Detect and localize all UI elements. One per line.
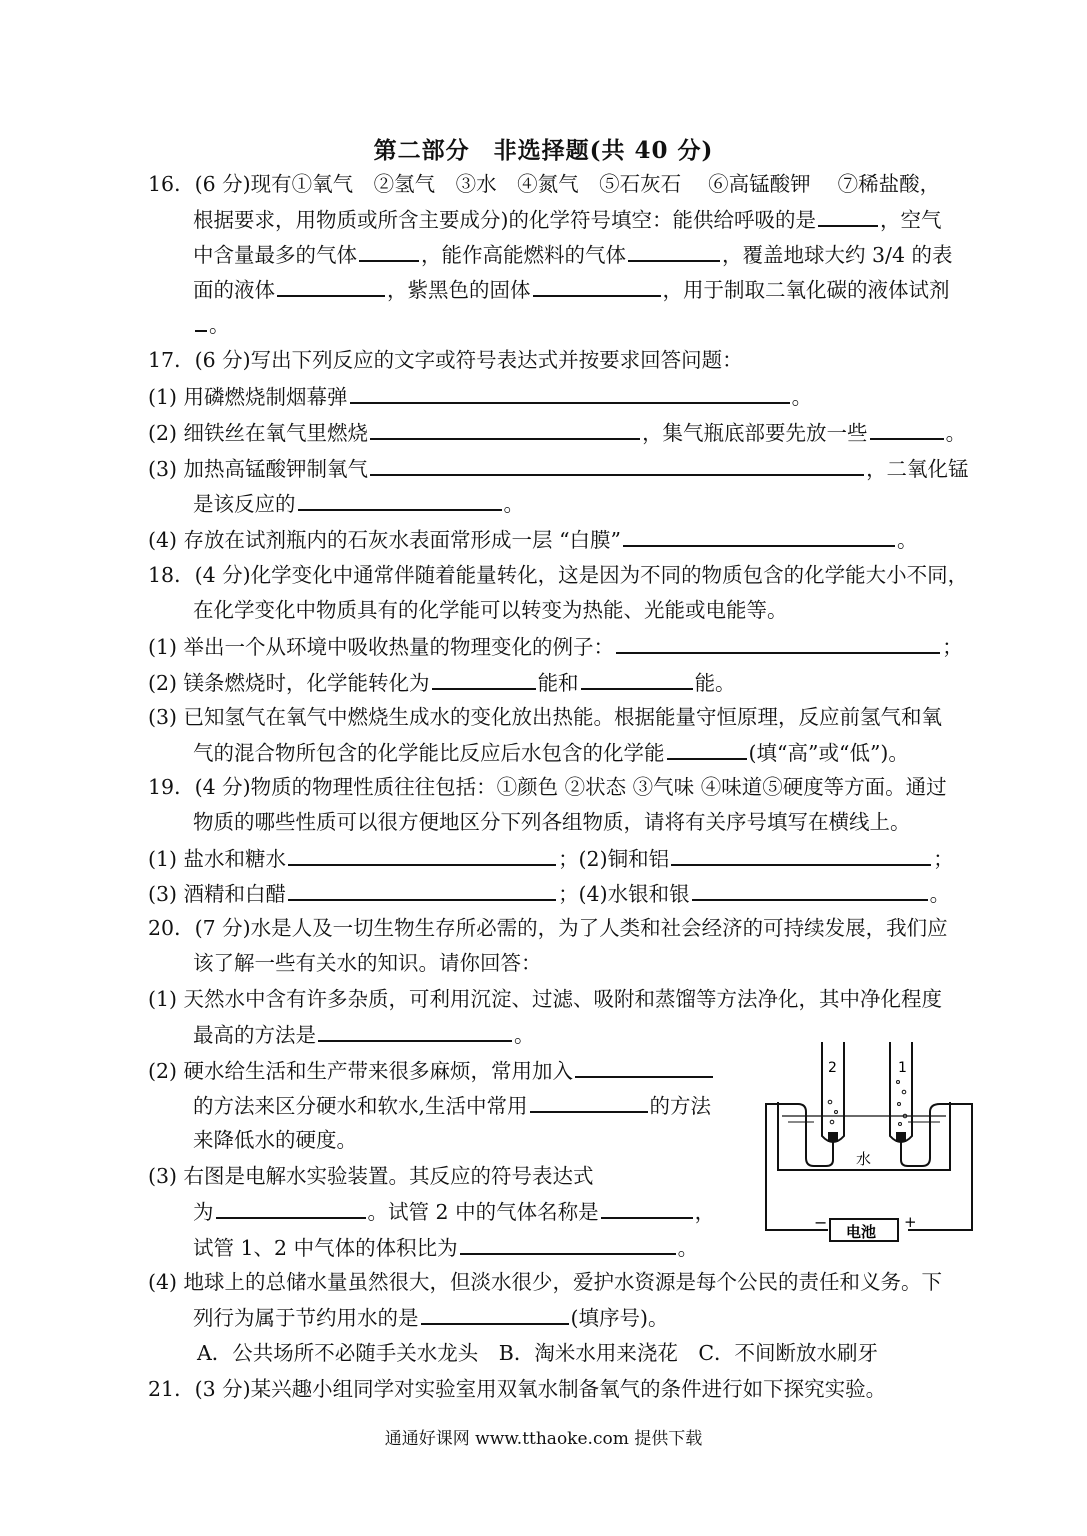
q18-part1 <box>148 634 963 659</box>
q17-part3-cont <box>193 491 524 516</box>
q16-blank-liquid[interactable] <box>277 277 385 297</box>
tube-2-label: 2 <box>828 1060 837 1076</box>
q18-text: 气的混合物所包含的化学能比反应后水包含的化学能 <box>193 741 665 765</box>
q20-part4: (4) 地球上的总储水量虽然很大，但淡水很少，爱护水资源是每个公民的责任和义务。下 <box>148 1270 943 1294</box>
q20-text: 。 <box>514 1023 535 1047</box>
q20-blank-2a[interactable] <box>575 1058 713 1078</box>
q19-line2: 物质的哪些性质可以很方便地区分下列各组物质，请将有关序号填写在横线上。 <box>193 810 911 834</box>
q19-parts-3-4 <box>148 881 950 906</box>
q17-text: (3) 加热高锰酸钾制氧气 <box>148 457 369 481</box>
q20-text: 试管 1、2 中气体的体积比为 <box>193 1236 458 1260</box>
q20-blank-1[interactable] <box>318 1022 512 1042</box>
q18-blank-2a[interactable] <box>432 670 536 690</box>
q17-text: 。 <box>897 528 918 552</box>
q17-blank-2[interactable] <box>370 420 640 440</box>
positive-terminal-label: + <box>904 1213 917 1231</box>
q17-text: 是该反应的 <box>193 492 296 516</box>
q20-part3: (3) 右图是电解水实验装置。其反应的符号表达式 <box>148 1164 594 1188</box>
q18-text: (2) 镁条燃烧时，化学能转化为 <box>148 671 430 695</box>
q20-line2: 该了解一些有关水的知识。请你回答： <box>193 951 542 975</box>
negative-terminal-label: − <box>814 1213 828 1232</box>
q17-text: 。 <box>791 385 813 409</box>
q20-text: 。试管 2 中的气体名称是 <box>367 1200 599 1224</box>
electrolysis-diagram <box>758 1032 980 1244</box>
q16-text: 中含量最多的气体 <box>193 243 357 267</box>
q18-text: (1) 举出一个从环境中吸收热量的物理变化的例子： <box>148 635 615 659</box>
q19-text: (3) 酒精和白醋 <box>148 882 287 906</box>
q17-text: ，二氧化锰 <box>866 457 969 481</box>
q19-parts-1-2 <box>148 846 954 871</box>
q20-text: 。 <box>677 1236 699 1260</box>
q19-line1: 19．(4 分)物质的物理性质往往包括：①颜色 ②状态 ③气味 ④味道⑤硬度等方面。通过 <box>148 775 947 799</box>
q17-part3 <box>148 456 969 481</box>
q20-part3-end <box>193 1235 698 1260</box>
q20-text: (填序号)。 <box>570 1306 669 1330</box>
q20-text: 的方法 <box>649 1094 712 1118</box>
q19-text: (1) 盐水和糖水 <box>148 847 287 871</box>
q17-text: ，集气瓶底部要先放一些 <box>642 421 868 445</box>
q18-text: 能和 <box>537 671 579 695</box>
q17-blank-4[interactable] <box>623 527 895 547</box>
q20-text: 为 <box>193 1200 214 1224</box>
q16-blank-air-gas[interactable] <box>359 242 419 262</box>
battery-label: 电池 <box>846 1223 877 1241</box>
q18-blank-3[interactable] <box>667 740 747 760</box>
q17-blank-2b[interactable] <box>870 420 944 440</box>
tube-1-label: 1 <box>898 1060 907 1076</box>
water-label: 水 <box>856 1150 872 1168</box>
q19-text: 。 <box>929 882 951 906</box>
q17-part1 <box>148 384 812 409</box>
q16-line4 <box>193 277 950 302</box>
q20-text: 列行为属于节约用水的是 <box>193 1306 419 1330</box>
q18-line1: 18．(4 分)化学变化中通常伴随着能量转化，这是因为不同的物质包含的化学能大小不同， <box>148 563 969 587</box>
q17-text: 。 <box>503 492 524 516</box>
q17-text: (1) 用磷燃烧制烟幕弹 <box>148 385 348 409</box>
q19-blank-3[interactable] <box>288 881 556 901</box>
q19-text: ； <box>933 847 954 871</box>
q20-blank-3b[interactable] <box>601 1199 693 1219</box>
q17-text: (4) 存放在试剂瓶内的石灰水表面常形成一层 “白膜” <box>148 528 622 552</box>
q20-part2 <box>148 1058 715 1083</box>
q20-line1: 20．(7 分)水是人及一切生物生存所必需的，为了人类和社会经济的可持续发展，我们应 <box>148 916 948 940</box>
q16-text: 根据要求，用物质或所含主要成分)的化学符号填空：能供给呼吸的是 <box>193 208 816 232</box>
q17-text: (2) 细铁丝在氧气里燃烧 <box>148 421 369 445</box>
q16-text: ，覆盖地球大约 3/4 的表 <box>722 243 953 267</box>
q20-part2-cont <box>193 1093 711 1118</box>
q20-part4-cont <box>193 1305 669 1330</box>
q18-part3: (3) 已知氢气在氧气中燃烧生成水的变化放出热能。根据能量守恒原理，反应前氢气和氧 <box>148 705 943 729</box>
q17-text: 。 <box>945 421 967 445</box>
q20-part1: (1) 天然水中含有许多杂质，可利用沉淀、过滤、吸附和蒸馏等方法净化，其中净化程度 <box>148 987 943 1011</box>
q20-blank-4[interactable] <box>421 1305 569 1325</box>
q17-blank-3b[interactable] <box>298 491 502 511</box>
q17-blank-3[interactable] <box>370 456 864 476</box>
q16-text: ，用于制取二氧化碳的液体试剂 <box>662 278 950 302</box>
q20-blank-2b[interactable] <box>530 1093 648 1113</box>
q16-blank-fuel[interactable] <box>628 242 720 262</box>
q16-blank-reagent[interactable] <box>195 312 207 332</box>
q17-head: 17．(6 分)写出下列反应的文字或符号表达式并按要求回答问题： <box>148 348 743 372</box>
q16-line5 <box>193 312 230 337</box>
q18-text: ； <box>942 635 963 659</box>
q20-text: 的方法来区分硬水和软水,生活中常用 <box>193 1094 528 1118</box>
q18-blank-2b[interactable] <box>581 670 693 690</box>
q16-line2 <box>193 207 942 232</box>
q16-line1: 16．(6 分)现有①氧气 ②氢气 ③水 ④氮气 ⑤石灰石 ⑥高锰酸钾 ⑦稀盐酸， <box>148 172 941 196</box>
q16-blank-breath[interactable] <box>818 207 878 227</box>
q16-blank-solid[interactable] <box>533 277 661 297</box>
q16-text: ，空气 <box>880 208 942 232</box>
page-footer: 通通好课网 www.tthaoke.com 提供下载 <box>384 1429 703 1449</box>
q20-text: (2) 硬水给生活和生产带来很多麻烦，常用加入 <box>148 1059 574 1083</box>
q20-blank-3c[interactable] <box>460 1235 676 1255</box>
q17-part4 <box>148 527 918 552</box>
q18-part2 <box>148 670 736 695</box>
q18-text: (填“高”或“低”)。 <box>748 741 909 765</box>
q16-line3 <box>193 242 953 267</box>
gas-bubbles <box>828 1081 907 1126</box>
q18-part3-cont <box>193 740 909 765</box>
q20-part3-cont <box>193 1199 715 1224</box>
q19-text: ；(4)水银和银 <box>558 882 690 906</box>
q18-line2: 在化学变化中物质具有的化学能可以转变为热能、光能或电能等。 <box>193 598 788 622</box>
q20-text: ， <box>694 1200 716 1224</box>
section-title: 第二部分 非选择题(共 40 分) <box>373 137 714 164</box>
q20-part1-cont <box>193 1022 535 1047</box>
electrode-2 <box>828 1132 838 1142</box>
q18-text: 能。 <box>694 671 736 695</box>
q20-blank-3a[interactable] <box>216 1199 366 1219</box>
electrolysis-apparatus-figure <box>758 1032 980 1244</box>
electrode-1 <box>896 1132 906 1142</box>
q20-text: 最高的方法是 <box>193 1023 316 1047</box>
q16-text: ，紫黑色的固体 <box>387 278 531 302</box>
q16-text: ，能作高能燃料的气体 <box>421 243 626 267</box>
q20-part2-end: 来降低水的硬度。 <box>193 1128 357 1152</box>
q20-options: A．公共场所不必随手关水龙头 B．淘米水用来浇花 C．不间断放水刷牙 <box>197 1341 879 1365</box>
q18-blank-1[interactable] <box>616 634 940 654</box>
q19-blank-4[interactable] <box>692 881 928 901</box>
q17-part2 <box>148 420 966 445</box>
q21-line1: 21．(3 分)某兴趣小组同学对实验室用双氧水制备氧气的条件进行如下探究实验。 <box>148 1377 887 1401</box>
q19-text: ；(2)铜和铝 <box>558 847 670 871</box>
q16-text: 面的液体 <box>193 278 275 302</box>
q19-blank-2[interactable] <box>671 846 931 866</box>
q19-blank-1[interactable] <box>288 846 556 866</box>
q17-blank-1[interactable] <box>350 384 790 404</box>
q16-text: 。 <box>209 313 230 337</box>
